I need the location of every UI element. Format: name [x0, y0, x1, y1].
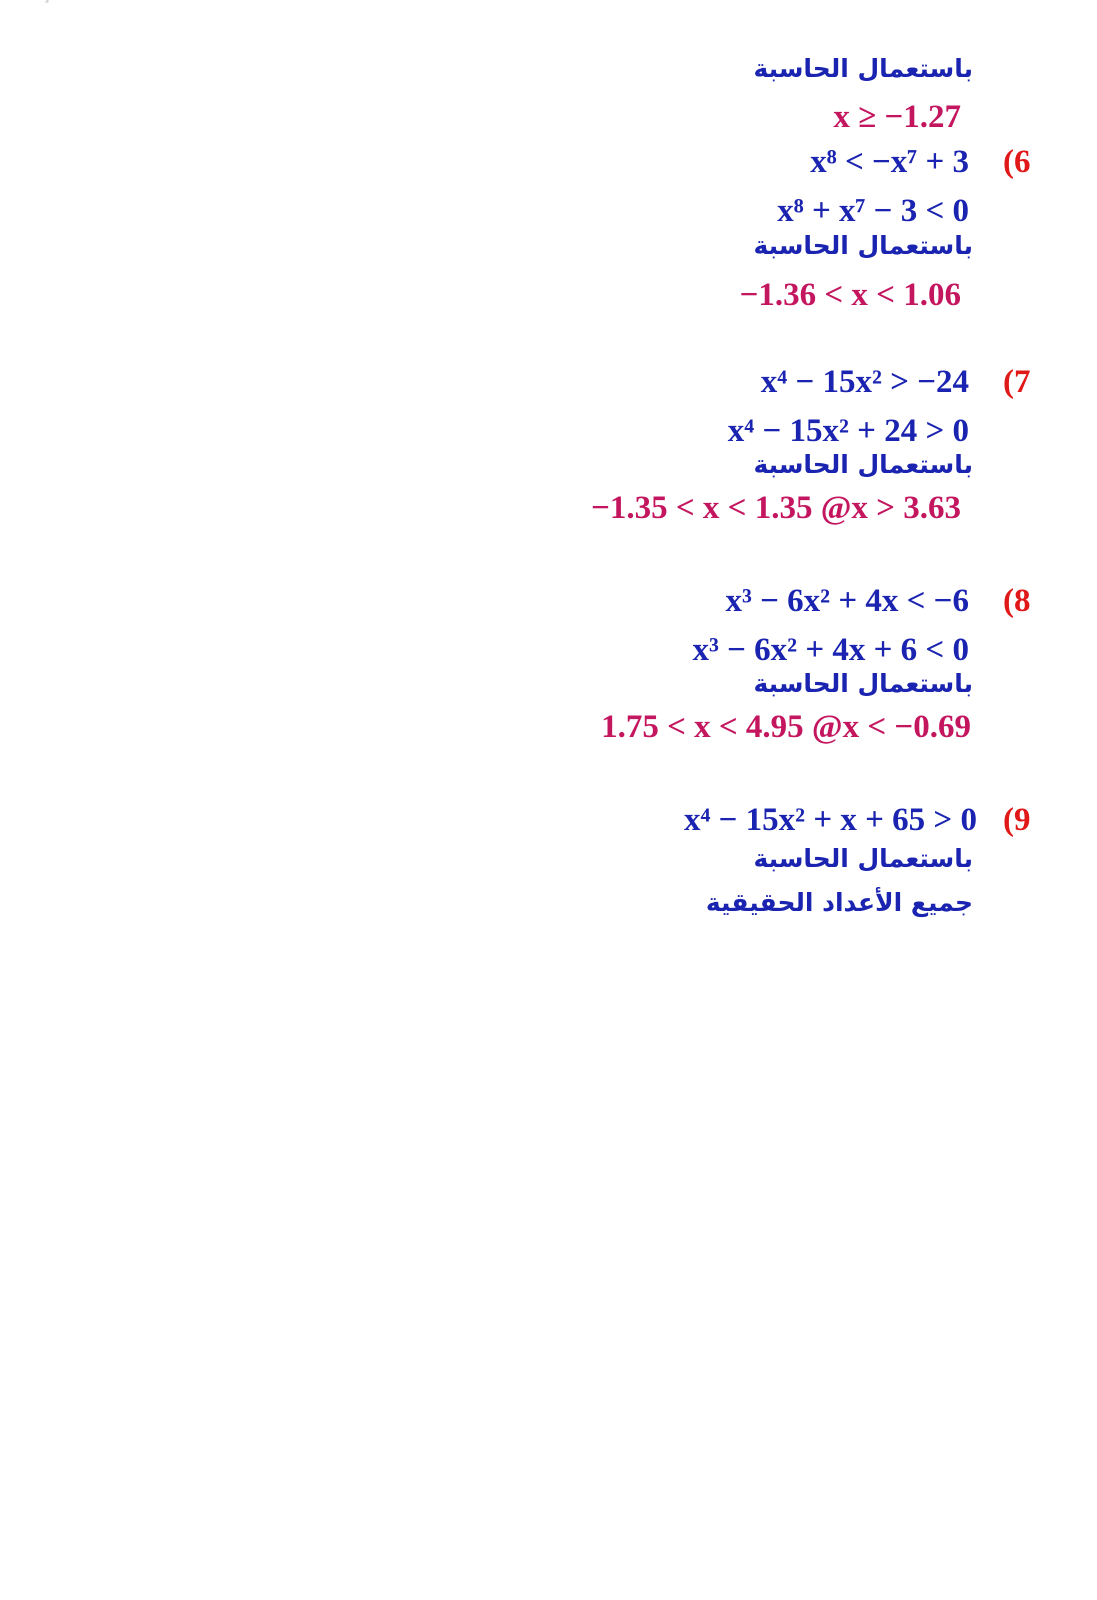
method-label-8: باستعمال الحاسبة [753, 669, 973, 698]
equation-6-1: x⁸ < −x⁷ + 3 [810, 144, 969, 180]
equation-6-2: x⁸ + x⁷ − 3 < 0 [777, 193, 969, 229]
solution-9: جميع الأعداد الحقيقية [705, 888, 973, 917]
solution-7: −1.35 < x < 1.35 @x > 3.63 [591, 490, 961, 526]
method-label-7: باستعمال الحاسبة [753, 450, 973, 479]
problem-number-6: (6 [1003, 144, 1031, 180]
equation-9-1: x⁴ − 15x² + x + 65 > 0 [683, 802, 977, 838]
equation-7-2: x⁴ − 15x² + 24 > 0 [727, 413, 969, 449]
method-label-9: باستعمال الحاسبة [753, 844, 973, 873]
equation-7-1: x⁴ − 15x² > −24 [760, 364, 969, 400]
equation-8-1: x³ − 6x² + 4x < −6 [725, 583, 969, 619]
method-label-5: باستعمال الحاسبة [753, 54, 973, 83]
equation-8-2: x³ − 6x² + 4x + 6 < 0 [692, 632, 969, 668]
solution-5: x ≥ −1.27 [833, 99, 961, 135]
problem-number-8: (8 [1003, 583, 1031, 619]
problem-number-7: (7 [1003, 364, 1031, 400]
solution-6: −1.36 < x < 1.06 [739, 277, 961, 313]
problem-number-9: (9 [1003, 802, 1031, 838]
method-label-6: باستعمال الحاسبة [753, 231, 973, 260]
solution-8: 1.75 < x < 4.95 @x < −0.69 [601, 709, 971, 745]
